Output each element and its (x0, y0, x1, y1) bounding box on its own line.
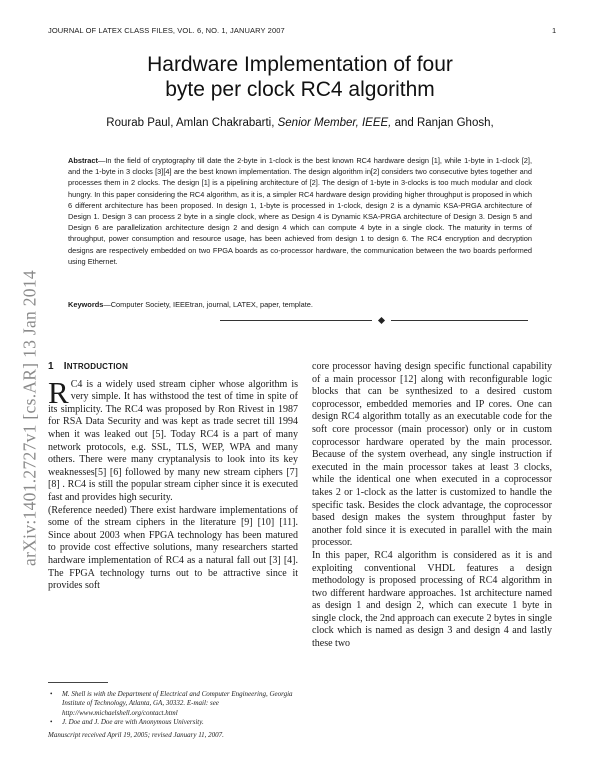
right-paragraph-2: In this paper, RC4 algorithm is considered as it is and exploiting conventional VHDL features a design methodology is proposed processing of RC4 algorithm in two different hardware approaches. 1st architecture named as design 1 and design 2, which can execute 1 byte in single clock, the 2nd approach can execute 2 bytes in single clock which is named as design 3 and design 4 and lastly these two (312, 549, 552, 650)
footnote-bullet: • (50, 718, 53, 727)
intro-paragraph-2: (Reference needed) There exist hardware implementations of some of the stream ciphers in the literature [9] [10] [11]. Since about 2003 when FPGA technology has been matured to provide cost effective solutions, many researchers started hardware implementation of RC4 as a natural fall out [3] [4]. The FPGA technology turns out to be attractive since it provides soft (48, 504, 298, 592)
intro-paragraph-1 (48, 374, 298, 505)
intro-paragraph-1-text: C4 is a widely used stream cipher whose algorithm is very simple. It has withstood the test of time in spite of its simplicity. The RC4 was proposed by Ron Rivest in 1987 for RSA Data Security and was kept as trade secret till 1994 when it was leaked out [5]. Today RC4 is a part of many network protocols, e.g. SSL, TLS, WEP, WPA and many others. There were many cryptanalysis to look into its key weaknesses[5] [6] followed by many new stream ciphers [7] [8] . RC4 is still the popular stream cipher since it is executed fast and provides high security. (48, 378, 298, 503)
footnotes (48, 690, 302, 740)
footnote-rule (48, 682, 108, 683)
keywords-text: —Computer Society, IEEEtran, journal, LATEX, paper, template. (103, 300, 313, 309)
abstract-text: —In the field of cryptography till date the 2-byte in 1-clock is the best known RC4 hardware design [1], while 1-byte in 1-clock [2], and the 1-byte in 3 clocks [3][4] are the best known implementation. The design algorithm in[2] considers two consecutive bytes together and processes them in 2 clocks. The design [1] is a pipelining architecture of [2]. The design of 1-byte in 3-clocks is too much modular and clock hungry. In this paper considering the RC4 algorithm, as it is, a simpler RC4 hardware design providing higher throughput is proposed in which 6 different architecture has been proposed. In design 1, 1-byte is processed in 1-clock, design 2 is a dynamic KSA-PRGA architecture of Design 1. Design 3 can process 2 byte in a single clock, where as Design 4 is Dynamic KSA-PRGA architecture of Design 3. Design 5 and Design 6 are parallelization architecture design 2 and design 4 which can compute 4 byte in a single clock. The maturity in terms of throughput, power consumption and resource usage, has been achieved from design 1 to design 6. The RC4 encryption and decryption designs are respectively embedded on two FPGA boards as co-processor hardware, the communication between the two boards performed using Ethernet. (68, 156, 532, 266)
right-column (312, 361, 552, 651)
keywords-label: Keywords (68, 300, 104, 309)
right-paragraph-1: core processor having design specific functional capability of a main processor [12] along with reconfigurable logic blocks that can be synthesized to a desired custom coprocessor, embedded memories and IP cores. One can design RC4 algorithm totally as an executable code for the soft core processor (main processor) only or in custom coprocessor hardware operated by the main processor. Because of the system overhead, any single instruction if executed in the main processor takes at least 3 clocks, while the identical one when executed in a coprocessor takes 2 or 1-clock as the latter is customized to handle the specific task. Besides the clock advantage, the coprocessor based design makes the system throughput faster by another fold since it is executed in parallel with the main processor. (312, 361, 552, 549)
manuscript-note: Manuscript received April 19, 2005; revised January 11, 2007. (48, 730, 224, 739)
paper-title (100, 52, 500, 102)
footnote-2 (48, 718, 302, 727)
author-membership: Senior Member, IEEE, (277, 117, 392, 129)
abstract (68, 155, 532, 267)
divider-line-right (391, 320, 528, 321)
author-list (60, 117, 540, 129)
drop-cap: R (48, 374, 69, 410)
title-line-1: Hardware Implementation of four (147, 53, 453, 76)
left-column (48, 361, 298, 593)
footnote-bullet: • (50, 690, 53, 698)
keywords (68, 299, 532, 310)
section-number: 1 (48, 361, 54, 372)
section-title-rest: NTRODUCTION (66, 362, 129, 371)
section-heading-introduction (48, 361, 298, 374)
footnote-1-text: M. Shell is with the Department of Electrical and Computer Engineering, Georgia Institute of Technology, Atlanta, GA, 30332. E-mail: see http://www.michaelshell.org/contact.html (62, 690, 293, 717)
title-line-2: byte per clock RC4 algorithm (165, 78, 435, 101)
arxiv-stamp: arXiv:1401.2727v1 [cs.AR] 13 Jan 2014 (19, 270, 40, 566)
author-names-tail: and Ranjan Ghosh, (391, 117, 494, 129)
footnote-2-text: J. Doe and J. Doe are with Anonymous University. (62, 718, 204, 727)
section-initial: I (63, 361, 67, 372)
abstract-label: Abstract (68, 156, 98, 165)
author-names: Rourab Paul, Amlan Chakrabarti, (106, 117, 278, 129)
page-number: 1 (552, 26, 557, 35)
divider-line-left (220, 320, 372, 321)
footnote-1 (48, 690, 302, 718)
divider-diamond-icon (378, 317, 385, 324)
running-header: JOURNAL OF LATEX CLASS FILES, VOL. 6, NO. 1, JANUARY 2007 (48, 26, 285, 35)
